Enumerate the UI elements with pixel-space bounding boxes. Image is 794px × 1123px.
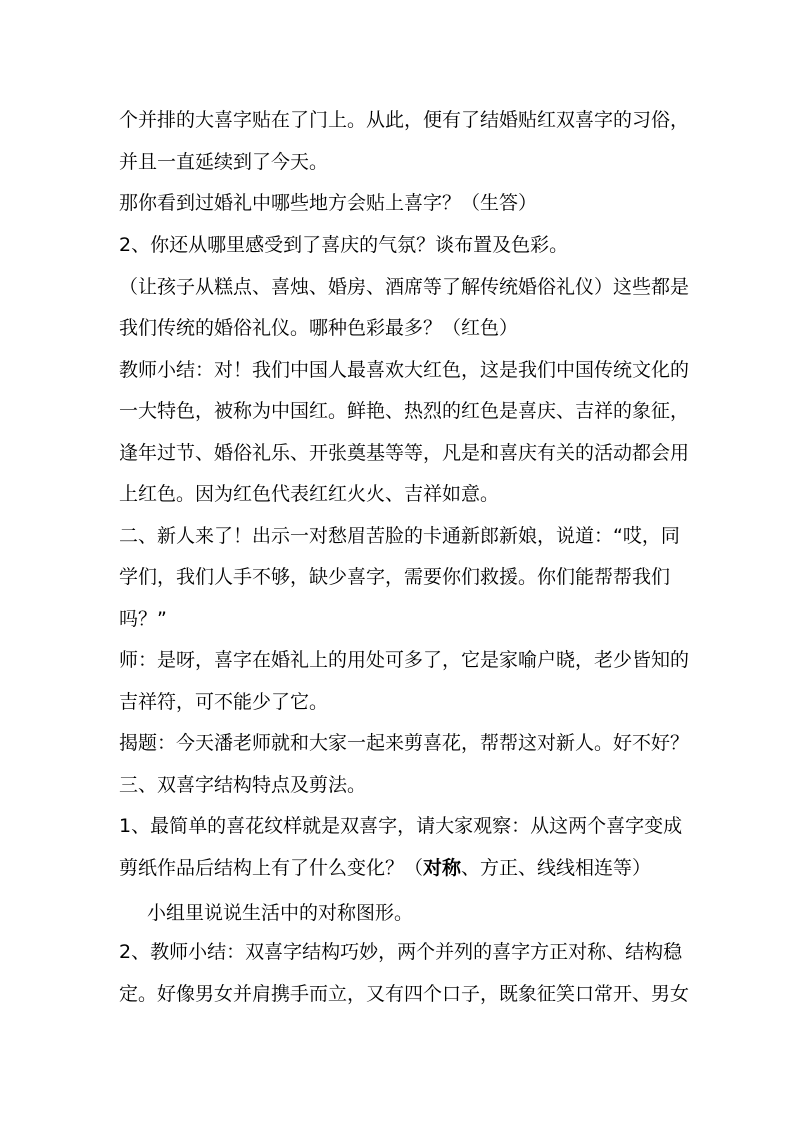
text-line: 2、教师小结：双喜字结构巧妙，两个并列的喜字方正对称、结构稳 [119, 941, 683, 963]
text-line: 学们，我们人手不够，缺少喜字，需要你们救援。你们能帮帮我们 [119, 566, 671, 588]
text-line: 小组里说说生活中的对称图形。 [147, 902, 414, 924]
text-line: 个并排的大喜字贴在了门上。从此，便有了结婚贴红双喜字的习俗， [119, 109, 690, 131]
text-line: 二、新人来了！出示一对愁眉苦脸的卡通新郎新娘，说道：“哎，同 [119, 525, 680, 547]
text-line: 一大特色，被称为中国红。鲜艳、热烈的红色是喜庆、吉祥的象征， [119, 400, 690, 422]
text-line: 吉祥符，可不能少了它。 [119, 691, 329, 713]
text-line: 教师小结：对！我们中国人最喜欢大红色，这是我们中国传统文化的 [119, 359, 690, 381]
text-line: 吗？” [119, 608, 167, 630]
text-line: （让孩子从糕点、喜烛、婚房、酒席等了解传统婚俗礼仪）这些都是 [119, 276, 690, 298]
text-line: 揭题：今天潘老师就和大家一起来剪喜花，帮帮这对新人。好不好？ [119, 732, 690, 754]
text-line [119, 856, 651, 880]
text-line: 1、最简单的喜花纹样就是双喜字，请大家观察：从这两个喜字变成 [119, 815, 683, 837]
text-line: 我们传统的婚俗礼仪。哪种色彩最多？（红色） [119, 317, 519, 339]
text-line: 并且一直延续到了今天。 [119, 151, 329, 173]
bold-text-segment: 对称 [423, 857, 462, 879]
text-segment: 剪纸作品后结构上有了什么变化？（ [119, 857, 424, 879]
text-line: 定。好像男女并肩携手而立，又有四个口子，既象征笑口常开、男女 [119, 983, 690, 1005]
text-line: 师：是呀，喜字在婚礼上的用处可多了，它是家喻户晓，老少皆知的 [119, 649, 690, 671]
text-line: 上红色。因为红色代表红红火火、吉祥如意。 [119, 483, 500, 505]
text-line: 逢年过节、婚俗礼乐、开张奠基等等，凡是和喜庆有关的活动都会用 [119, 442, 690, 464]
text-line: 那你看到过婚礼中哪些地方会贴上喜字？（生答） [119, 192, 538, 214]
text-line: 2、你还从哪里感受到了喜庆的气氛？谈布置及色彩。 [119, 234, 569, 256]
text-line: 三、双喜字结构特点及剪法。 [119, 774, 367, 796]
text-segment: 、方正、线线相连等） [461, 857, 652, 879]
